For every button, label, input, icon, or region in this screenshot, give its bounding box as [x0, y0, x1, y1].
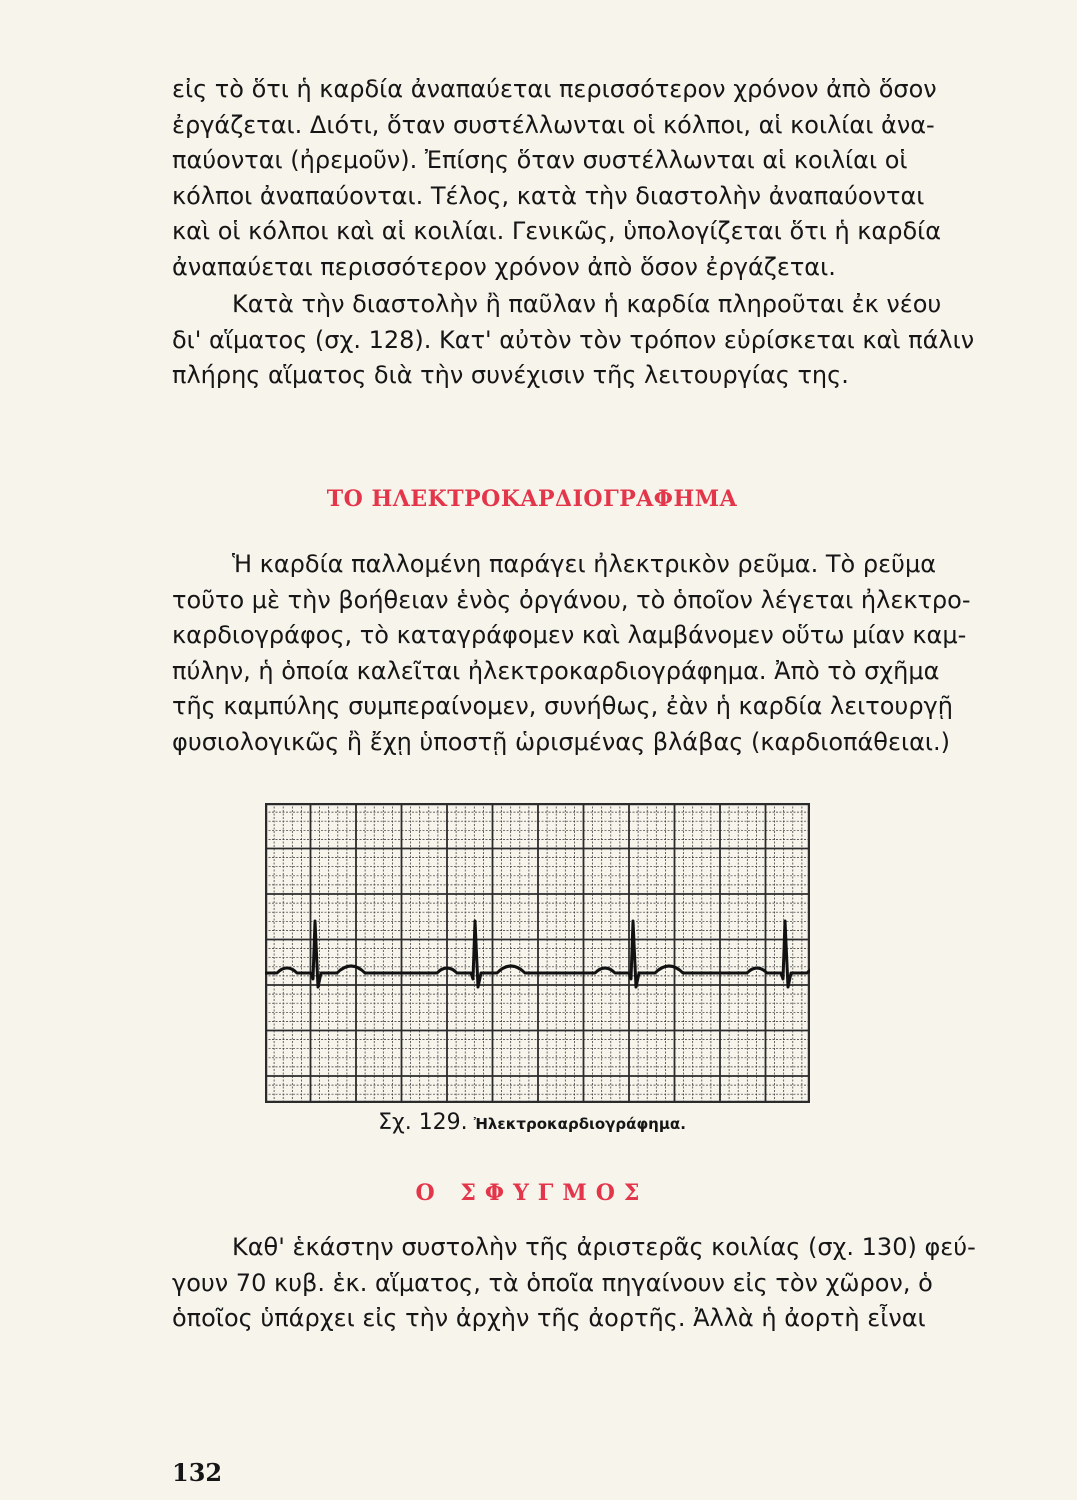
paragraph-ecg	[172, 547, 971, 760]
ecg-figure	[265, 803, 810, 903]
text-line: καρδιογράφος, τὸ καταγράφομεν καὶ λαμβάνομεν οὕτω μίαν καμ-	[172, 621, 967, 649]
text-line: δι' αἵματος (σχ. 128). Κατ' αὐτὸν τὸν τρόπον εὑρίσκεται καὶ πάλιν	[172, 325, 975, 354]
text-line: ὁποῖος ὑπάρχει εἰς τὴν ἀρχὴν τῆς ἀορτῆς. Ἀλλὰ ἡ ἀορτὴ εἶναι	[172, 1304, 926, 1332]
text-line: τῆς καμπύλης συμπεραίνομεν, συνήθως, ἐὰν ἡ καρδία λειτουργῇ	[172, 692, 953, 720]
page-number: 132	[172, 1458, 223, 1487]
ecg-grid	[265, 803, 810, 1103]
caption-number: Σχ. 129.	[378, 1110, 468, 1135]
text-line: πλήρης αἵματος διὰ τὴν συνέχισιν τῆς λειτουργίας της.	[172, 361, 849, 389]
text-line: γουν 70 κυβ. ἑκ. αἵματος, τὰ ὁποῖα πηγαίνουν εἰς τὸν χῶρον, ὁ	[172, 1268, 933, 1297]
text-line: καὶ οἱ κόλποι καὶ αἱ κοιλίαι. Γενικῶς, ὑπολογίζεται ὅτι ἡ καρδία	[172, 217, 942, 245]
text-line: τοῦτο μὲ τὴν βοήθειαν ἑνὸς ὀργάνου, τὸ ὁποῖον λέγεται ἠλεκτρο-	[172, 585, 971, 614]
paragraph-pulse	[172, 1230, 976, 1337]
text-line: εἰς τὸ ὅτι ἡ καρδία ἀναπαύεται περισσότερον χρόνον ἀπὸ ὅσον	[172, 75, 937, 103]
text-line: ἐργάζεται. Διότι, ὅταν συστέλλωνται οἱ κόλποι, αἱ κοιλίαι ἀνα-	[172, 110, 935, 139]
text-line: φυσιολογικῶς ἢ ἔχῃ ὑποστῇ ὡρισμένας βλάβας (καρδιοπάθειαι.)	[172, 727, 951, 756]
text-line: Ἡ καρδία παλλομένη παράγει ἠλεκτρικὸν ρεῦμα. Τὸ ρεῦμα	[232, 550, 937, 578]
text-line: Καθ' ἑκάστην συστολὴν τῆς ἀριστερᾶς κοιλίας (σχ. 130) φεύ-	[232, 1233, 976, 1261]
text-line: Κατὰ τὴν διαστολὴν ἢ παῦλαν ἡ καρδία πληροῦται ἐκ νέου	[232, 290, 942, 318]
text-line: πύλην, ἡ ὁποία καλεῖται ἠλεκτροκαρδιογράφημα. Ἀπὸ τὸ σχῆμα	[172, 656, 940, 685]
paragraph-diastole	[172, 287, 975, 394]
text-line: κόλποι ἀναπαύονται. Τέλος, κατὰ τὴν διαστολὴν ἀναπαύονται	[172, 181, 925, 210]
caption-text: Ἠλεκτροκαρδιογράφημα.	[473, 1115, 686, 1133]
figure-caption	[172, 1110, 892, 1135]
section-heading-ecg: ΤΟ ΗΛΕΚΤΡΟΚΑΡΔΙΟΓΡΑΦΗΜΑ	[326, 486, 738, 512]
text-line: ἀναπαύεται περισσότερον χρόνον ἀπὸ ὅσον ἐργάζεται.	[172, 252, 836, 281]
text-line: παύονται (ἠρεμοῦν). Ἐπίσης ὅταν συστέλλωνται αἱ κοιλίαι οἱ	[172, 146, 908, 174]
paragraph-rest-cycle	[172, 72, 942, 285]
ecg-illustration	[265, 803, 810, 1103]
section-heading-pulse: Ο ΣΦΥΓΜΟΣ	[415, 1180, 649, 1206]
